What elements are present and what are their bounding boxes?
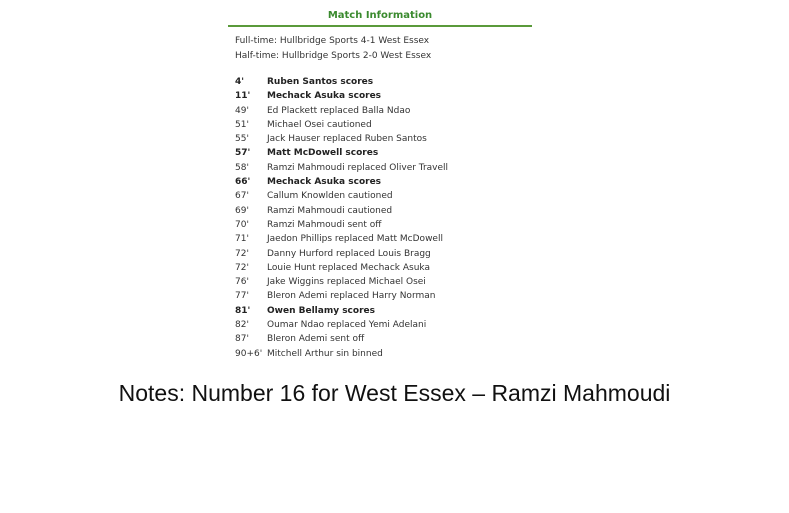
match-events-list (235, 75, 535, 361)
match-event-row (235, 289, 535, 303)
event-minute: 55' (235, 134, 249, 145)
event-minute: 72' (235, 248, 249, 259)
event-description: Owen Bellamy scores (267, 305, 375, 316)
event-description: Ramzi Mahmoudi cautioned (267, 205, 393, 216)
title-divider (228, 25, 532, 27)
match-event-row (235, 304, 535, 318)
event-minute: 51' (235, 119, 249, 130)
match-event-row (235, 175, 535, 189)
event-description: Jake Wiggins replaced Michael Osei (267, 277, 426, 288)
match-event-row (235, 232, 535, 246)
event-minute: 67' (235, 191, 249, 202)
event-description: Mechack Asuka scores (267, 177, 382, 188)
event-description: Matt McDowell scores (267, 148, 379, 159)
match-event-row (235, 89, 535, 103)
event-minute: 66' (235, 177, 251, 188)
event-description: Ramzi Mahmoudi replaced Oliver Travell (267, 162, 449, 173)
full-time-result: Full-time: Hullbridge Sports 4-1 West Essex (235, 36, 430, 46)
match-event-row (235, 75, 535, 89)
match-event-row (235, 332, 535, 346)
event-minute: 90+6' (235, 348, 263, 359)
panel-title: Match Information (327, 10, 433, 21)
event-minute: 76' (235, 277, 249, 288)
event-minute: 57' (235, 148, 251, 159)
match-event-row (235, 247, 535, 261)
match-event-row (235, 218, 535, 232)
event-minute: 72' (235, 262, 249, 273)
event-minute: 4' (235, 77, 245, 87)
event-minute: 71' (235, 234, 249, 245)
event-description: Ruben Santos scores (267, 77, 374, 87)
event-description: Danny Hurford replaced Louis Bragg (267, 248, 431, 259)
event-minute: 69' (235, 205, 249, 216)
event-minute: 81' (235, 305, 251, 316)
match-event-row (235, 347, 535, 361)
event-description: Jaedon Phillips replaced Matt McDowell (267, 234, 443, 245)
results-summary (228, 34, 532, 63)
event-description: Louie Hunt replaced Mechack Asuka (267, 262, 430, 273)
event-description: Callum Knowlden cautioned (267, 191, 393, 202)
event-minute: 58' (235, 162, 249, 173)
event-minute: 70' (235, 219, 249, 230)
match-event-row (235, 204, 535, 218)
event-description: Ed Plackett replaced Balla Ndao (267, 105, 411, 116)
event-minute: 49' (235, 105, 249, 116)
event-description: Jack Hauser replaced Ruben Santos (267, 134, 427, 145)
notes-caption: Notes: Number 16 for West Essex – Ramzi Mahmoudi (118, 380, 671, 406)
event-description: Bleron Ademi sent off (267, 334, 365, 345)
event-description: Ramzi Mahmoudi sent off (267, 219, 382, 230)
match-information-panel (228, 0, 532, 359)
event-description: Mitchell Arthur sin binned (267, 348, 383, 359)
match-event-row (235, 104, 535, 118)
match-event-row (235, 118, 535, 132)
event-minute: 77' (235, 291, 249, 302)
event-description: Mechack Asuka scores (267, 91, 382, 102)
event-minute: 82' (235, 320, 249, 331)
match-event-row (235, 261, 535, 275)
match-event-row (235, 132, 535, 146)
match-event-row (235, 189, 535, 203)
event-minute: 87' (235, 334, 249, 345)
half-time-result: Half-time: Hullbridge Sports 2-0 West Essex (235, 50, 432, 61)
match-event-row (235, 275, 535, 289)
event-minute: 11' (235, 91, 251, 102)
event-description: Oumar Ndao replaced Yemi Adelani (267, 320, 427, 331)
event-description: Bleron Ademi replaced Harry Norman (267, 291, 436, 302)
match-event-row (235, 161, 535, 175)
match-event-row (235, 146, 535, 160)
match-event-row (235, 318, 535, 332)
event-description: Michael Osei cautioned (267, 119, 372, 130)
